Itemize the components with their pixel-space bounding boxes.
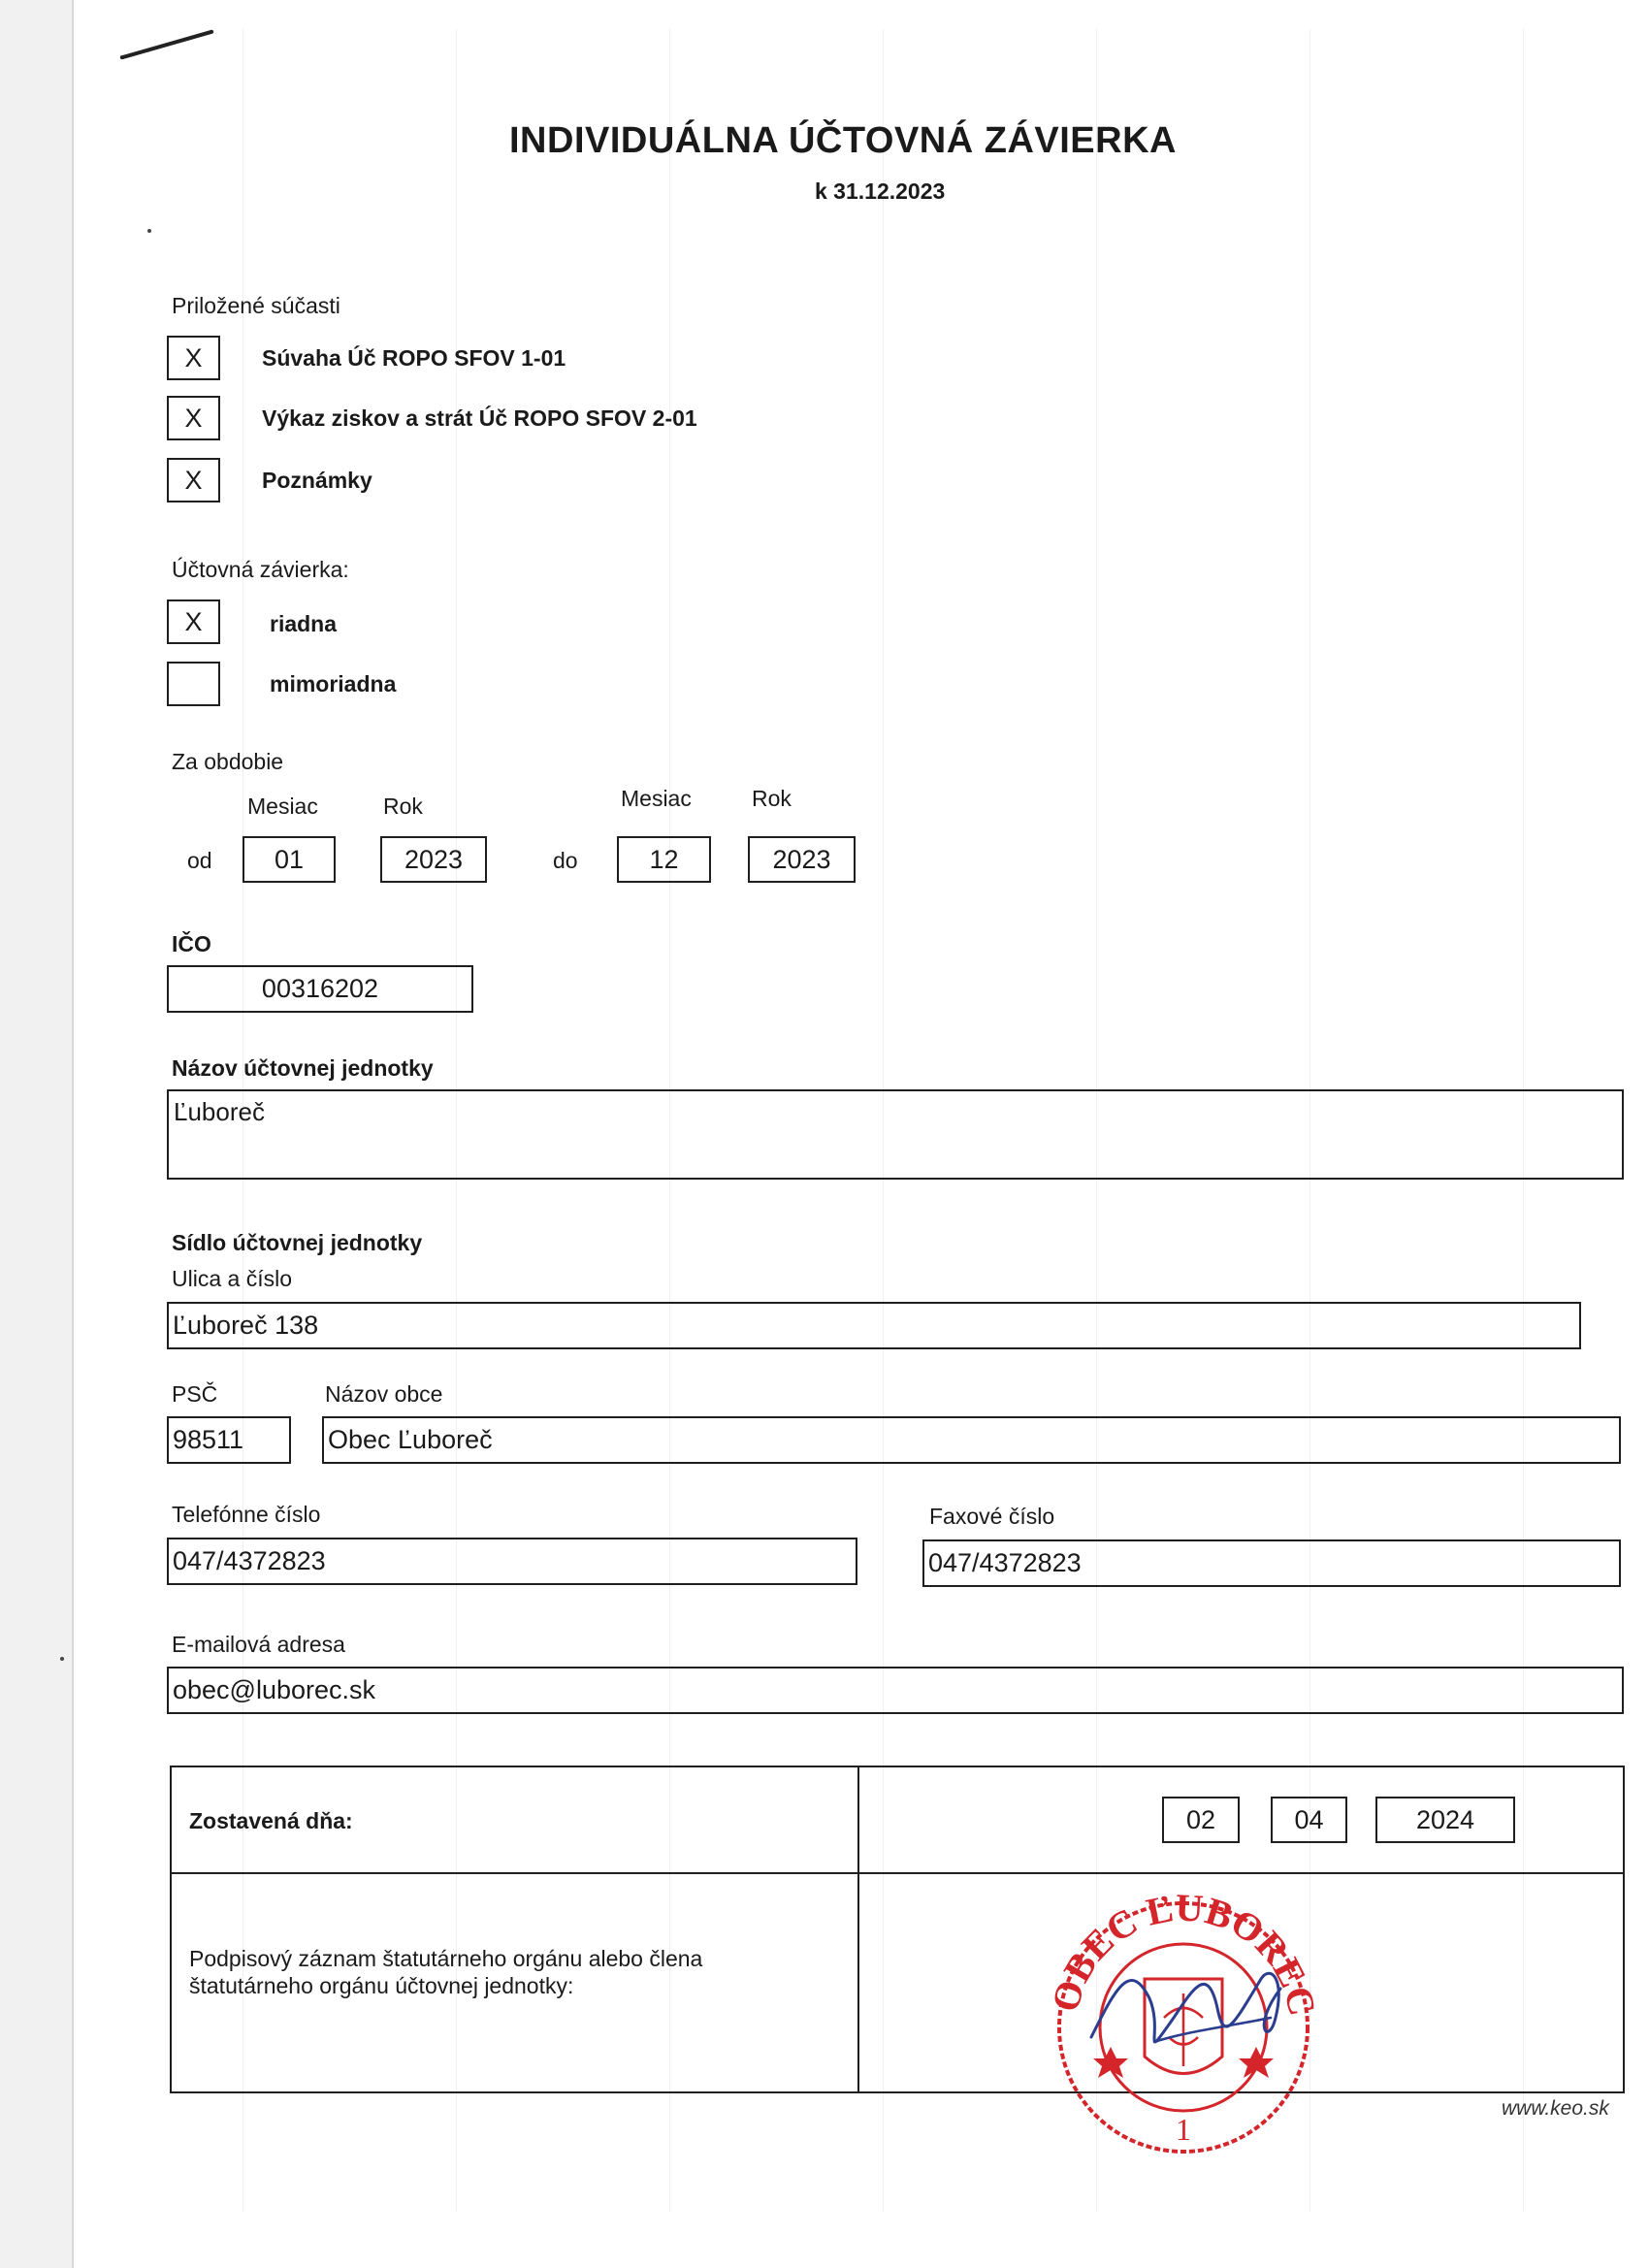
attachment-label-income: Výkaz ziskov a strát Úč ROPO SFOV 2-01 — [262, 405, 697, 431]
closing-checkbox-regular[interactable] — [167, 599, 220, 644]
stamp-number: 1 — [1176, 2112, 1191, 2147]
compiled-day-value: 02 — [1185, 1804, 1216, 1834]
pen-mark — [119, 29, 213, 59]
checkbox-mark: X — [184, 465, 203, 495]
stamp-text: OBEC ĽUBOREC — [1043, 1885, 1325, 2020]
zip-value: 98511 — [173, 1425, 244, 1454]
city-label: Názov obce — [325, 1381, 443, 1407]
page-edge — [0, 0, 73, 2268]
signature-label-line1: Podpisový záznam štatutárneho orgánu alebo člena — [189, 1946, 703, 1971]
attachment-checkbox-income[interactable] — [167, 396, 220, 440]
from-year-value: 2023 — [404, 844, 464, 874]
scan-dot — [60, 1657, 64, 1661]
checkbox-mark: X — [184, 342, 203, 373]
closing-type-heading: Účtovná závierka: — [172, 557, 349, 582]
from-month-field[interactable] — [242, 836, 336, 883]
entity-name-label: Názov účtovnej jednotky — [172, 1055, 434, 1081]
compiled-month-field[interactable] — [1271, 1797, 1347, 1843]
to-year-label: Rok — [752, 786, 792, 811]
to-month-label: Mesiac — [621, 786, 692, 811]
compiled-year-field[interactable] — [1375, 1797, 1515, 1843]
entity-name-field[interactable] — [167, 1089, 1624, 1180]
from-month-label: Mesiac — [247, 794, 318, 819]
signature-label-line2: štatutárneho orgánu účtovnej jednotky: — [189, 1973, 574, 1998]
ico-field[interactable] — [167, 965, 473, 1013]
entity-name-value: Ľuboreč — [174, 1097, 265, 1126]
ico-label: IČO — [172, 931, 211, 956]
compiled-month-value: 04 — [1294, 1804, 1324, 1834]
fax-value: 047/4372823 — [928, 1548, 1082, 1577]
phone-value: 047/4372823 — [173, 1546, 326, 1575]
checkbox-mark: X — [184, 403, 203, 433]
to-year-value: 2023 — [772, 844, 831, 874]
compiled-year-value: 2024 — [1415, 1804, 1475, 1834]
from-year-label: Rok — [383, 794, 423, 819]
ico-value: 00316202 — [261, 974, 379, 1003]
email-field[interactable] — [167, 1667, 1624, 1714]
city-value: Obec Ľuboreč — [328, 1425, 493, 1454]
table-divider-horizontal — [170, 1872, 1625, 1874]
closing-label-regular: riadna — [270, 611, 338, 636]
compiled-day-field[interactable] — [1162, 1797, 1240, 1843]
from-year-field[interactable] — [380, 836, 487, 883]
closing-label-extraordinary: mimoriadna — [270, 671, 397, 697]
scan-dot — [147, 229, 151, 233]
street-field[interactable] — [167, 1302, 1581, 1349]
checkbox-mark: X — [184, 606, 203, 636]
page-title: INDIVIDUÁLNA ÚČTOVNÁ ZÁVIERKA — [509, 120, 1177, 161]
email-value: obec@luborec.sk — [173, 1675, 376, 1704]
to-month-field[interactable] — [617, 836, 711, 883]
official-stamp — [1038, 1872, 1329, 2163]
zip-label: PSČ — [172, 1381, 218, 1407]
page-edge-line — [72, 0, 74, 2268]
email-label: E-mailová adresa — [172, 1632, 345, 1657]
phone-field[interactable] — [167, 1538, 857, 1585]
fax-label: Faxové číslo — [929, 1504, 1055, 1529]
zip-field[interactable] — [167, 1416, 291, 1464]
attachment-checkbox-notes[interactable] — [167, 458, 220, 502]
fax-field[interactable] — [922, 1539, 1621, 1587]
from-month-value: 01 — [274, 844, 305, 874]
closing-date: k 31.12.2023 — [815, 178, 946, 204]
attachment-checkbox-balance[interactable] — [167, 336, 220, 380]
address-heading: Sídlo účtovnej jednotky — [172, 1230, 423, 1255]
phone-label: Telefónne číslo — [172, 1502, 321, 1527]
street-label: Ulica a číslo — [172, 1266, 292, 1291]
to-year-field[interactable] — [748, 836, 856, 883]
attachment-label-notes: Poznámky — [262, 468, 372, 493]
footer-site: www.keo.sk — [1502, 2097, 1609, 2120]
table-divider-vertical — [857, 1766, 859, 2093]
closing-checkbox-extraordinary[interactable] — [167, 662, 220, 706]
to-label: do — [553, 848, 578, 873]
attachments-heading: Priložené súčasti — [172, 293, 340, 318]
city-field[interactable] — [322, 1416, 1621, 1464]
period-heading: Za obdobie — [172, 749, 284, 774]
from-label: od — [187, 848, 212, 873]
street-value: Ľuboreč 138 — [173, 1311, 319, 1340]
to-month-value: 12 — [649, 844, 679, 874]
attachment-label-balance: Súvaha Úč ROPO SFOV 1-01 — [262, 345, 566, 371]
compiled-label: Zostavená dňa: — [189, 1808, 353, 1833]
